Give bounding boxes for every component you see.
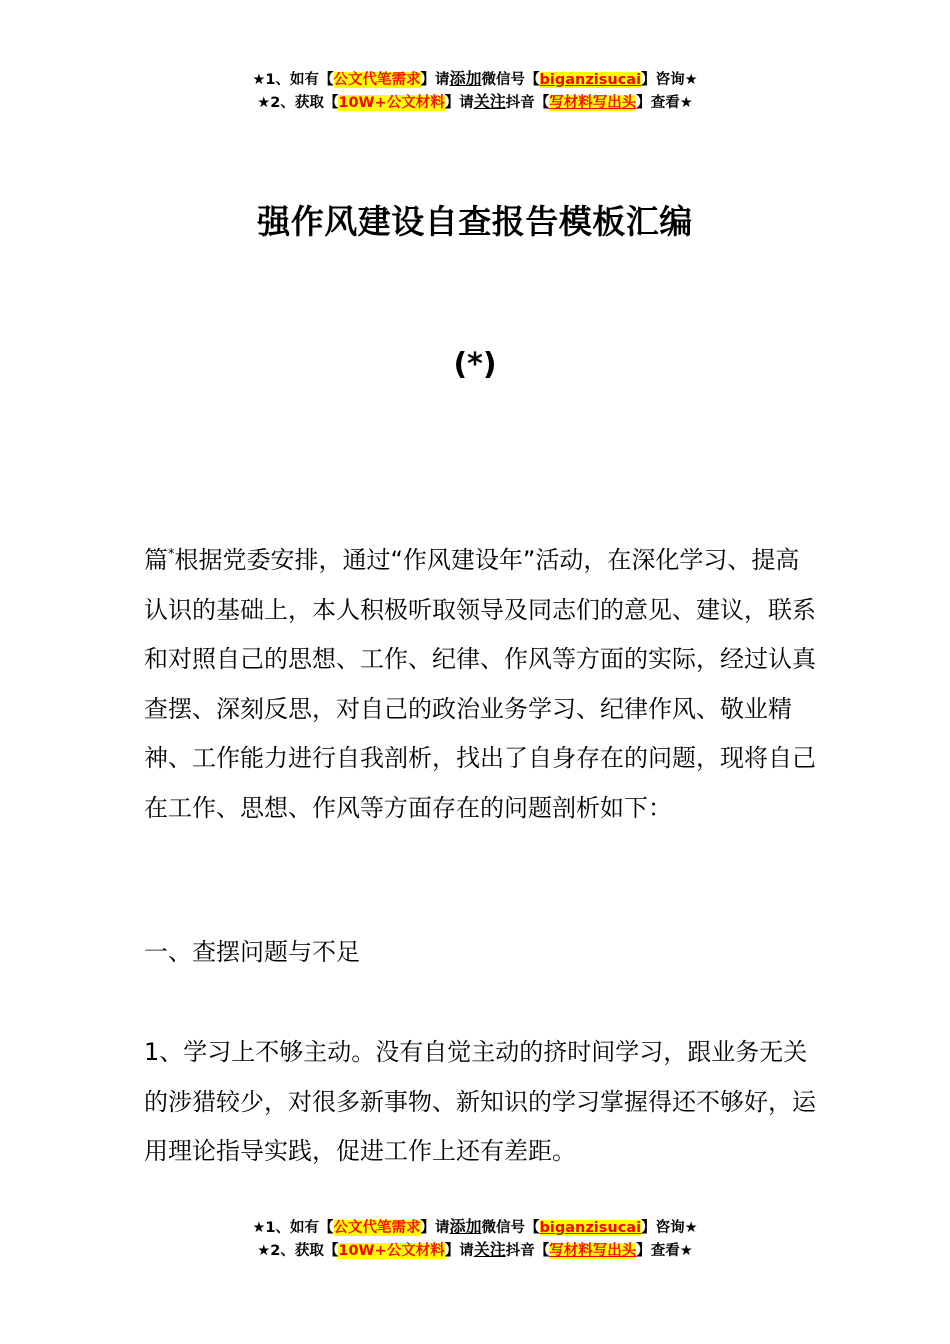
action-emphasis: 关注	[473, 92, 506, 111]
materials-highlight: 10W+公文材料	[338, 95, 445, 111]
wechat-id-highlight: biganzisucai	[539, 72, 642, 88]
promo-banner-top	[0, 68, 950, 114]
materials-highlight: 10W+公文材料	[338, 1243, 445, 1259]
document-title: 强作风建设自查报告模板汇编	[257, 202, 693, 241]
douyin-id-highlight: 写材料写出头	[549, 95, 637, 111]
promo-text: 】查看★	[636, 95, 693, 111]
promo-text: 】请	[420, 72, 450, 88]
item-paragraph-1: 1、学习上不够主动。没有自觉主动的挤时间学习，跟业务无关的涉猎较少，对很多新事物、新知识的学习掌握得还不够好，运用理论指导实践，促进工作上还有差距。	[144, 1038, 816, 1165]
promo-text: ★2、获取【	[257, 1243, 339, 1259]
promo-text: 抖音【	[505, 95, 550, 111]
promo-line-1	[0, 1216, 950, 1239]
promo-text: 】请	[420, 1220, 450, 1236]
promo-line-1	[0, 68, 950, 91]
promo-text: 】咨询★	[641, 1220, 698, 1236]
promo-text: 抖音【	[505, 1243, 550, 1259]
intro-star: *	[168, 547, 175, 562]
wechat-id-highlight: biganzisucai	[539, 1220, 642, 1236]
action-emphasis: 关注	[473, 1240, 506, 1259]
promo-text: 微信号【	[481, 1220, 540, 1236]
promo-text: 】查看★	[636, 1243, 693, 1259]
promo-text: 】请	[444, 95, 474, 111]
document-subtitle: (*)	[453, 347, 497, 382]
action-emphasis: 添加	[449, 69, 482, 88]
promo-line-2	[0, 1239, 950, 1262]
intro-paragraph	[144, 530, 816, 833]
promo-text: ★1、如有【	[252, 1220, 334, 1236]
service-highlight: 公文代笔需求	[333, 1220, 421, 1236]
intro-text: 根据党委安排，通过“作风建设年”活动，在深化学习、提高认识的基础上，本人积极听取领导及同志们的意见、建议，联系和对照自己的思想、工作、纪律、作风等方面的实际，经过认真查摆、深刻反思，对自己的政治业务学习、纪律作风、敬业精神、工作能力进行自我剖析，找出了自身存在的问题，现将自己在工作、思想、作风等方面存在的问题剖析如下：	[144, 546, 816, 822]
promo-line-2	[0, 91, 950, 114]
intro-lead: 篇	[144, 546, 168, 574]
promo-text: ★1、如有【	[252, 72, 334, 88]
promo-banner-bottom	[0, 1216, 950, 1262]
promo-text: 微信号【	[481, 72, 540, 88]
promo-text: ★2、获取【	[257, 95, 339, 111]
section-heading: 一、查摆问题与不足	[144, 938, 360, 966]
service-highlight: 公文代笔需求	[333, 72, 421, 88]
douyin-id-highlight: 写材料写出头	[549, 1243, 637, 1259]
promo-text: 】请	[444, 1243, 474, 1259]
promo-text: 】咨询★	[641, 72, 698, 88]
action-emphasis: 添加	[449, 1217, 482, 1236]
